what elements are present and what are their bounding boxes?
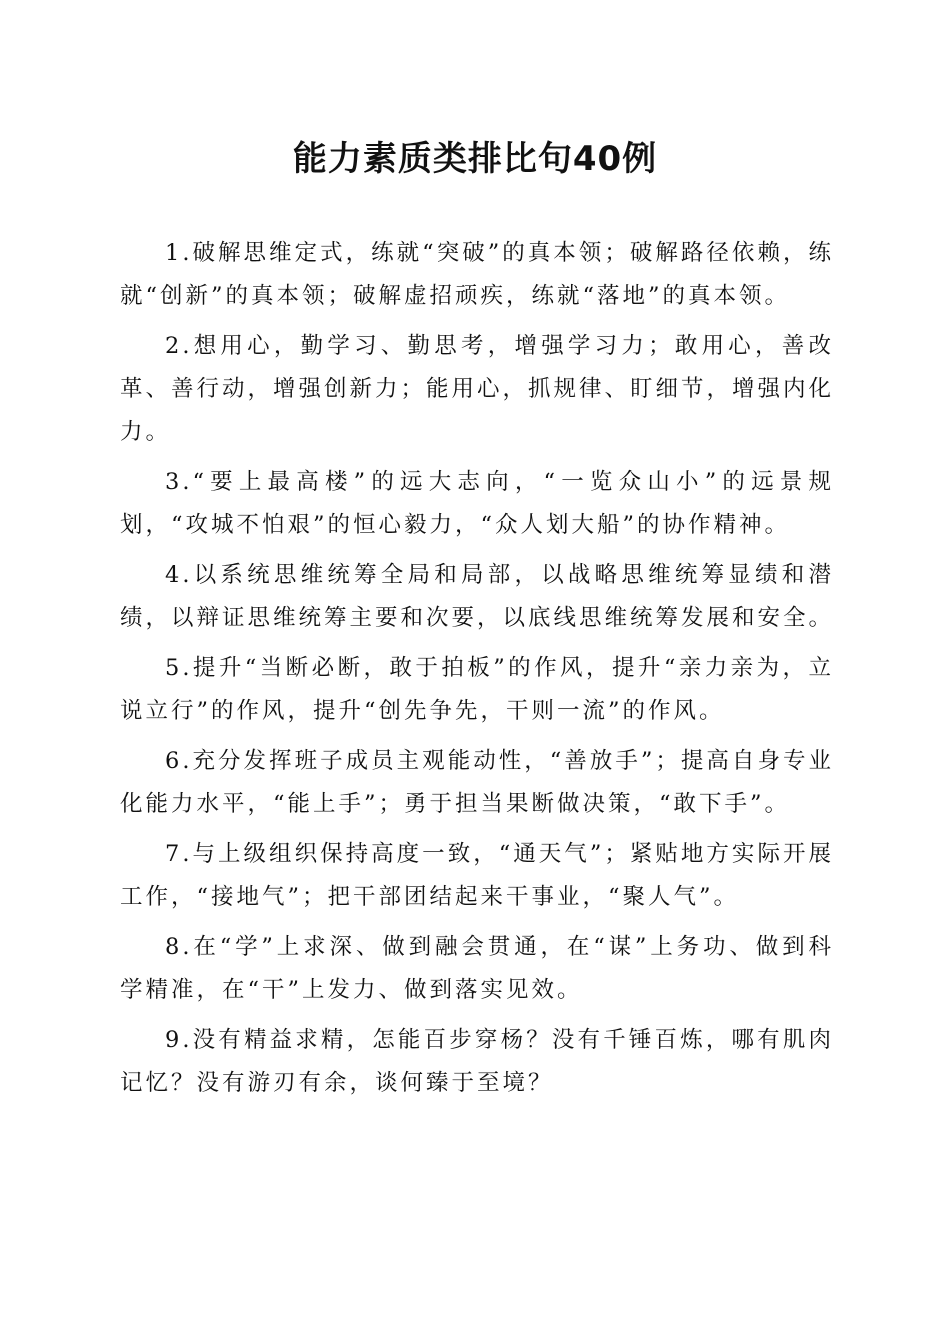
- paragraph-5: 5.提升“当断必断，敢于拍板”的作风，提升“亲力亲为，立说立行”的作风，提升“创先争先，干则一流”的作风。: [120, 655, 834, 724]
- paragraph-3: 3.“要上最高楼”的远大志向，“一览众山小”的远景规划，“攻城不怕艰”的恒心毅力，“众人划大船”的协作精神。: [120, 469, 834, 538]
- paragraph-2: 2.想用心，勤学习、勤思考，增强学习力；敢用心，善改革、善行动，增强创新力；能用心，抓规律、盯细节，增强内化力。: [120, 333, 835, 445]
- paragraph-4: 4.以系统思维统筹全局和局部，以战略思维统筹显绩和潜绩，以辩证思维统筹主要和次要，以底线思维统筹发展和安全。: [120, 562, 835, 631]
- paragraph-6: 6.充分发挥班子成员主观能动性，“善放手”；提高自身专业化能力水平，“能上手”；勇于担当果断做决策，“敢下手”。: [120, 748, 834, 817]
- paragraph-8: 8.在“学”上求深、做到融会贯通，在“谋”上务功、做到科学精准，在“干”上发力、做到落实见效。: [120, 934, 834, 1003]
- document-title: 能力素质类排比句40例: [292, 139, 658, 179]
- document-body: [120, 232, 834, 1112]
- paragraph-1: 1.破解思维定式，练就“突破”的真本领；破解路径依赖，练就“创新”的真本领；破解虚招顽疾，练就“落地”的真本领。: [120, 240, 834, 309]
- paragraph-7: 7.与上级组织保持高度一致，“通天气”；紧贴地方实际开展工作，“接地气”；把干部团结起来干事业，“聚人气”。: [120, 841, 834, 910]
- paragraph-9: 9.没有精益求精，怎能百步穿杨？没有千锤百炼，哪有肌肉记忆？没有游刃有余，谈何臻于至境？: [120, 1027, 834, 1096]
